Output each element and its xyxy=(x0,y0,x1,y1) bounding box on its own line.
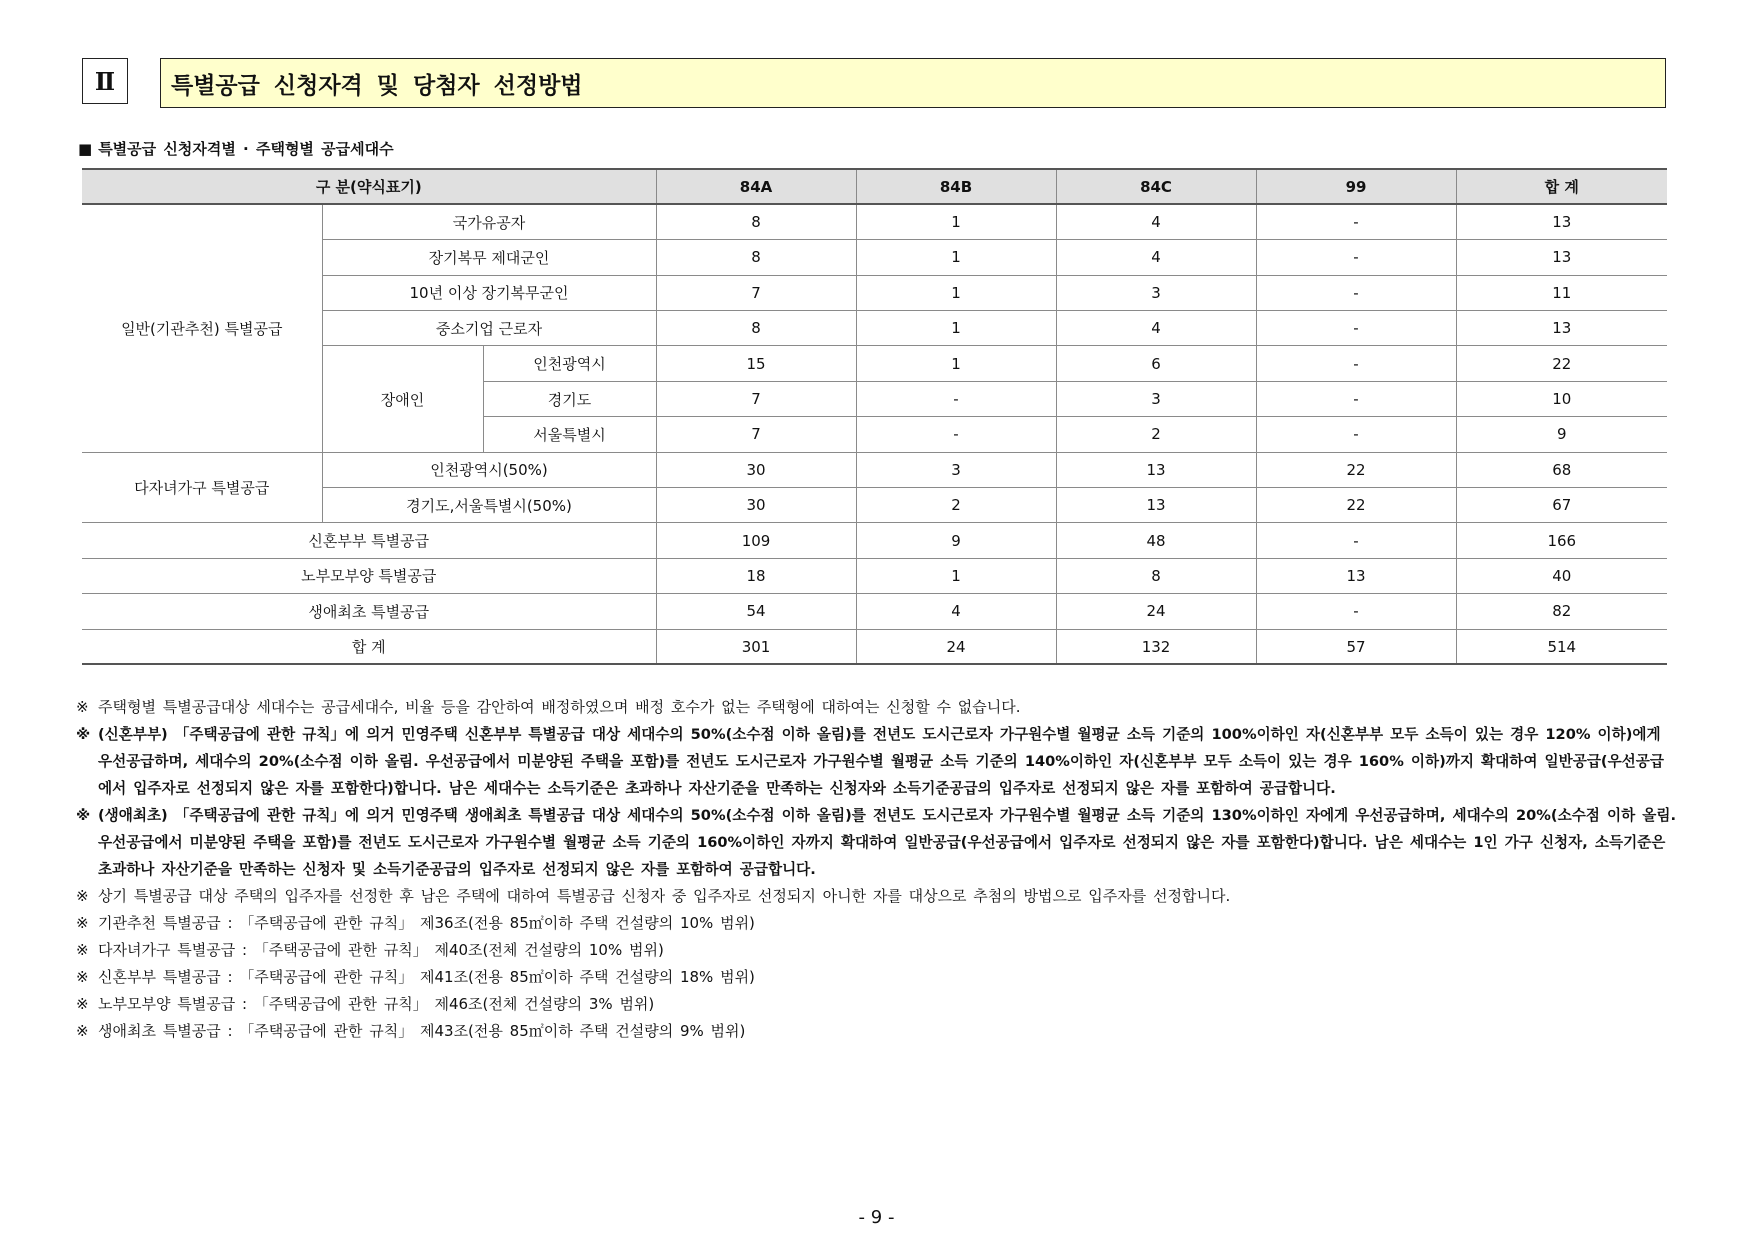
table-row xyxy=(82,558,1667,593)
header-col-84c: 84C xyxy=(1056,169,1256,204)
reference-mark-icon: ※ xyxy=(76,1022,89,1040)
reference-mark-icon: ※ xyxy=(76,941,89,959)
note xyxy=(76,1018,1676,1045)
cell: 24 xyxy=(1056,594,1256,629)
note-text: 기관추천 특별공급 : 「주택공급에 관한 규칙」 제36조(전용 85㎡이하 주택 건설량의 10% 범위) xyxy=(98,914,755,932)
row-label: 국가유공자 xyxy=(322,204,656,239)
reference-mark-icon: ※ xyxy=(76,807,91,824)
header-col-84a: 84A xyxy=(656,169,856,204)
row-label: 장기복무 제대군인 xyxy=(322,240,656,275)
cell: 22 xyxy=(1256,452,1456,487)
cell: 30 xyxy=(656,488,856,523)
note xyxy=(76,964,1676,991)
cell: 7 xyxy=(656,417,856,452)
cell: 4 xyxy=(1056,204,1256,239)
cell: 1 xyxy=(856,240,1056,275)
reference-mark-icon: ※ xyxy=(76,698,89,716)
note xyxy=(76,883,1676,910)
cell: 8 xyxy=(1056,558,1256,593)
subheading-text: 특별공급 신청자격별 · 주택형별 공급세대수 xyxy=(98,140,394,158)
cell: 57 xyxy=(1256,629,1456,664)
cell: 13 xyxy=(1456,240,1667,275)
group-disabled: 장애인 xyxy=(322,346,483,452)
note-text: (신혼부부) 「주택공급에 관한 규칙」에 의거 민영주택 신혼부부 특별공급 대상 세대수의 50%(소수점 이하 올림)를 전년도 도시근로자 가구원수별 월평균 소득 기준의 100%이하인 자(신혼부부 모두 소득이 있는 경우 120% 이하)에게 우선공급하며, 세대수의 20%(소수점 이하 올림. 우선공급에서 미분양된 주택을 포함)를 전년도 도시근로자 가구원수별 월평균 소득 기준의 140%이하인 자(신혼부부 모두 소득이 있는 경우 160% 이하)까지 확대하여 일반공급(우선공급에서 입주자로 선정되지 않은 자를 포함한다)합니다. 남은 세대수는 소득기준은 초과하나 자산기준을 만족하는 신청자와 소득기준공급의 입주자로 선정되지 않은 자를 포함하여 공급합니다. xyxy=(98,726,1664,797)
header-category: 구 분(약식표기) xyxy=(82,169,656,204)
cell: - xyxy=(1256,275,1456,310)
note-text: 상기 특별공급 대상 주택의 입주자를 선정한 후 남은 주택에 대하여 특별공급 신청자 중 입주자로 선정되지 아니한 자를 대상으로 추첨의 방법으로 입주자를 선정합니다. xyxy=(98,887,1231,905)
cell: 166 xyxy=(1456,523,1667,558)
cell: 22 xyxy=(1456,346,1667,381)
subheading xyxy=(78,138,394,159)
row-label: 인천광역시(50%) xyxy=(322,452,656,487)
cell: 22 xyxy=(1256,488,1456,523)
cell: 13 xyxy=(1256,558,1456,593)
note-text: 생애최초 특별공급 : 「주택공급에 관한 규칙」 제43조(전용 85㎡이하 주택 건설량의 9% 범위) xyxy=(98,1022,746,1040)
reference-mark-icon: ※ xyxy=(76,887,89,905)
table-row xyxy=(82,523,1667,558)
note-text: (생애최초) 「주택공급에 관한 규칙」에 의거 민영주택 생애최초 특별공급 대상 세대수의 50%(소수점 이하 올림)를 전년도 도시근로자 가구원수별 월평균 소득 기준의 130%이하인 자에게 우선공급하며, 세대수의 20%(소수점 이하 올림. 우선공급에서 미분양된 주택을 포함)를 전년도 도시근로자 가구원수별 월평균 소득 기준의 160%이하인 자까지 확대하여 일반공급(우선공급에서 입주자로 선정되지 않은 자를 포함한다)합니다. 남은 세대수는 1인 가구 신청자, 소득기준은 초과하나 자산기준을 만족하는 신청자 및 소득기준공급의 입주자로 선정되지 않은 자를 포함하여 공급합니다. xyxy=(98,807,1676,878)
note-newlywed xyxy=(76,721,1676,802)
cell: 30 xyxy=(656,452,856,487)
cell: 3 xyxy=(1056,381,1256,416)
section-title: 특별공급 신청자격 및 당첨자 선정방법 xyxy=(160,58,1666,108)
table-row xyxy=(82,594,1667,629)
row-label: 서울특별시 xyxy=(483,417,656,452)
row-label: 인천광역시 xyxy=(483,346,656,381)
section-number: Ⅱ xyxy=(82,58,128,104)
cell: 1 xyxy=(856,346,1056,381)
cell: 67 xyxy=(1456,488,1667,523)
cell: 3 xyxy=(856,452,1056,487)
note-first-time xyxy=(76,802,1676,883)
cell: 9 xyxy=(856,523,1056,558)
row-label: 10년 이상 장기복무군인 xyxy=(322,275,656,310)
cell: 13 xyxy=(1456,204,1667,239)
square-bullet-icon: ■ xyxy=(78,140,93,158)
cell: 15 xyxy=(656,346,856,381)
row-label: 노부모부양 특별공급 xyxy=(82,558,656,593)
cell: 24 xyxy=(856,629,1056,664)
cell: 514 xyxy=(1456,629,1667,664)
cell: 3 xyxy=(1056,275,1256,310)
table-header-row xyxy=(82,169,1667,204)
supply-table xyxy=(82,168,1667,665)
cell: 8 xyxy=(656,311,856,346)
cell: - xyxy=(856,417,1056,452)
cell: 13 xyxy=(1456,311,1667,346)
note xyxy=(76,937,1676,964)
cell: 301 xyxy=(656,629,856,664)
cell: 13 xyxy=(1056,488,1256,523)
cell: 9 xyxy=(1456,417,1667,452)
reference-mark-icon: ※ xyxy=(76,914,89,932)
row-label: 중소기업 근로자 xyxy=(322,311,656,346)
reference-mark-icon: ※ xyxy=(76,995,89,1013)
cell: 6 xyxy=(1056,346,1256,381)
cell: 1 xyxy=(856,558,1056,593)
cell: 1 xyxy=(856,311,1056,346)
cell: 48 xyxy=(1056,523,1256,558)
cell: 18 xyxy=(656,558,856,593)
cell: 2 xyxy=(1056,417,1256,452)
cell: 11 xyxy=(1456,275,1667,310)
cell: 13 xyxy=(1056,452,1256,487)
group-general: 일반(기관추천) 특별공급 xyxy=(82,204,322,452)
note xyxy=(76,991,1676,1018)
reference-mark-icon: ※ xyxy=(76,726,91,743)
header-col-99: 99 xyxy=(1256,169,1456,204)
note xyxy=(76,910,1676,937)
note-text: 신혼부부 특별공급 : 「주택공급에 관한 규칙」 제41조(전용 85㎡이하 주택 건설량의 18% 범위) xyxy=(98,968,755,986)
table-row xyxy=(82,452,1667,487)
header-col-84b: 84B xyxy=(856,169,1056,204)
cell: 8 xyxy=(656,240,856,275)
cell: 7 xyxy=(656,275,856,310)
note xyxy=(76,694,1676,721)
note-text: 노부모부양 특별공급 : 「주택공급에 관한 규칙」 제46조(전체 건설량의 3% 범위) xyxy=(98,995,655,1013)
cell: 1 xyxy=(856,275,1056,310)
cell: - xyxy=(1256,346,1456,381)
cell: - xyxy=(1256,417,1456,452)
cell: 8 xyxy=(656,204,856,239)
cell: - xyxy=(856,381,1056,416)
table-row xyxy=(82,204,1667,239)
cell: 54 xyxy=(656,594,856,629)
cell: 4 xyxy=(856,594,1056,629)
table-total-row xyxy=(82,629,1667,664)
cell: 82 xyxy=(1456,594,1667,629)
cell: 1 xyxy=(856,204,1056,239)
reference-mark-icon: ※ xyxy=(76,968,89,986)
header-total: 합 계 xyxy=(1456,169,1667,204)
note-text: 주택형별 특별공급대상 세대수는 공급세대수, 비율 등을 감안하여 배정하였으며 배정 호수가 없는 주택형에 대하여는 신청할 수 없습니다. xyxy=(98,698,1021,716)
cell: 4 xyxy=(1056,311,1256,346)
group-multichild: 다자녀가구 특별공급 xyxy=(82,452,322,523)
row-label: 신혼부부 특별공급 xyxy=(82,523,656,558)
cell: - xyxy=(1256,311,1456,346)
row-label: 합 계 xyxy=(82,629,656,664)
page-number: - 9 - xyxy=(858,1207,895,1228)
row-label: 생애최초 특별공급 xyxy=(82,594,656,629)
cell: 40 xyxy=(1456,558,1667,593)
cell: - xyxy=(1256,381,1456,416)
note-text: 다자녀가구 특별공급 : 「주택공급에 관한 규칙」 제40조(전체 건설량의 10% 범위) xyxy=(98,941,664,959)
cell: 68 xyxy=(1456,452,1667,487)
notes-list xyxy=(76,694,1676,1045)
cell: 10 xyxy=(1456,381,1667,416)
cell: - xyxy=(1256,240,1456,275)
cell: 132 xyxy=(1056,629,1256,664)
row-label: 경기도,서울특별시(50%) xyxy=(322,488,656,523)
cell: 2 xyxy=(856,488,1056,523)
cell: 4 xyxy=(1056,240,1256,275)
cell: 109 xyxy=(656,523,856,558)
cell: - xyxy=(1256,204,1456,239)
cell: - xyxy=(1256,594,1456,629)
row-label: 경기도 xyxy=(483,381,656,416)
cell: - xyxy=(1256,523,1456,558)
cell: 7 xyxy=(656,381,856,416)
